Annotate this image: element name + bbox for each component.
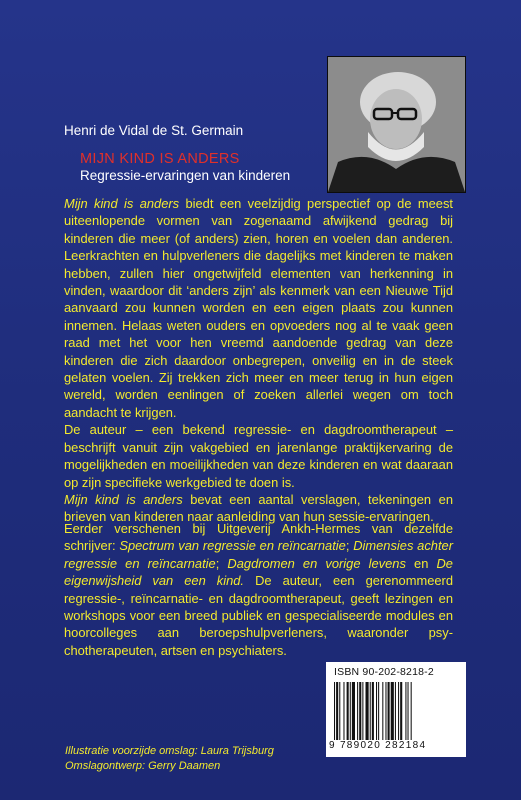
barcode-number: 9 789020 282184 <box>329 740 427 751</box>
barcode-bar <box>372 682 374 740</box>
barcode-bar <box>408 682 409 740</box>
barcode-bar <box>366 682 369 740</box>
isbn-text: ISBN 90-202-8218-2 <box>334 666 434 678</box>
author-bio-text <box>64 520 453 659</box>
book-title-1: Spectrum van regressie en reïncarnatie <box>119 538 346 554</box>
barcode-bar <box>376 682 377 740</box>
design-credit: Omslagontwerp: Gerry Daamen <box>65 760 221 772</box>
book-title: MIJN KIND IS ANDERS <box>80 151 240 167</box>
book-title-3: Dagdromen en vorige levens <box>227 555 406 571</box>
book-title-4: De eigenwijsheid van een kind. <box>64 555 453 589</box>
barcode-bar <box>400 682 402 740</box>
blurb-paragraph-1: Mijn kind is anders biedt een veelzijdig perspectief op de meest uiteenlopende vormen van zogenaamd afwijkend gedrag bij kinderen die meer (of anders) zien, horen en voelen dan anderen. Leerkrachten en hulpverleners die dagelijks met kinderen te maken hebben, zullen hier ongetwijfeld elementen van herkenning in vinden, waardoor dit ‘anders zijn’ als kenmerk van een Nieuwe Tijd aanvaard zou kunnen worden en een eigen plaats zou kunnen innemen. Helaas weten ouders en opvoeders nog al te vaak geen raad met het voor hen vreemd aandoende gedrag van deze kinderen die zich daardoor onbegrepen, onveilig en in de steek gelaten voelen. Zij trekken zich meer en meer terug in hun eigen wereld, worden eenlingen of zoeken allerlei wegen om toch aandacht te krijgen. <box>64 196 453 420</box>
barcode-bar <box>391 682 394 740</box>
credits <box>65 744 274 774</box>
barcode-bar <box>405 682 406 740</box>
barcode-bar <box>352 682 355 740</box>
barcode-bar <box>334 682 335 740</box>
book-title-2: Dimensies achter regressie en reïncarnatie <box>64 538 453 571</box>
blurb-paragraph-2: De auteur – een bekend regressie- en dagdroomtherapeut – beschrijft vanuit zijn vakgebied en jarenlange praktijkervaring de mogelijkheden en moeilijkheden van deze kinderen en wat daaraan op zijn specifieke werkgebied te doen is. <box>64 422 453 490</box>
title-italic: Mijn kind is anders <box>64 491 183 507</box>
bio-paragraph: Eerder verschenen bij Uitgeverij Ankh-Hermes van dezelfde schrijver: Spectrum van regressie en reïncarnatie; Dimensies achter regressie en reïncarnatie; Dagdromen en vorige levens en De eigenwijsheid van een kind. De auteur, een gerenommeerd regressie-, reïncarnatie- en dagdroomtherapeut, geeft lezingen en workshops voor een breed publiek en gespecialiseerde modules en hoorcolleges aan beroepshulpverleners, waaronder psy-chotherapeuten, artsen en psychiaters. <box>64 521 453 658</box>
barcode-bar <box>385 682 386 740</box>
barcode-icon <box>334 682 458 740</box>
barcode-bar <box>411 682 412 740</box>
author-photo <box>327 56 466 193</box>
barcode-bar <box>395 682 396 740</box>
barcode-bar <box>357 682 358 740</box>
barcode-box <box>326 662 466 757</box>
barcode-bar <box>370 682 371 740</box>
barcode-bar <box>336 682 338 740</box>
blurb-paragraph-3: Mijn kind is anders bevat een aantal verslagen, tekeningen en brieven van kinderen naar aanleiding van hun sessie-ervaringen. <box>64 491 453 525</box>
barcode-bar <box>339 682 340 740</box>
title-italic: Mijn kind is anders <box>64 196 180 211</box>
barcode-bar <box>343 682 344 740</box>
blurb-text <box>64 195 453 526</box>
barcode-bar <box>398 682 399 740</box>
barcode-bar <box>359 682 361 740</box>
barcode-bar <box>388 682 390 740</box>
barcode-bar <box>347 682 349 740</box>
barcode-bar <box>378 682 379 740</box>
author-portrait-image <box>328 57 465 192</box>
barcode-bar <box>350 682 351 740</box>
book-subtitle: Regressie-ervaringen van kinderen <box>80 168 291 183</box>
illustration-credit: Illustratie voorzijde omslag: Laura Trijsburg <box>65 745 274 757</box>
barcode-bar <box>362 682 363 740</box>
barcode-bar <box>382 682 383 740</box>
author-name: Henri de Vidal de St. Germain <box>64 123 244 138</box>
